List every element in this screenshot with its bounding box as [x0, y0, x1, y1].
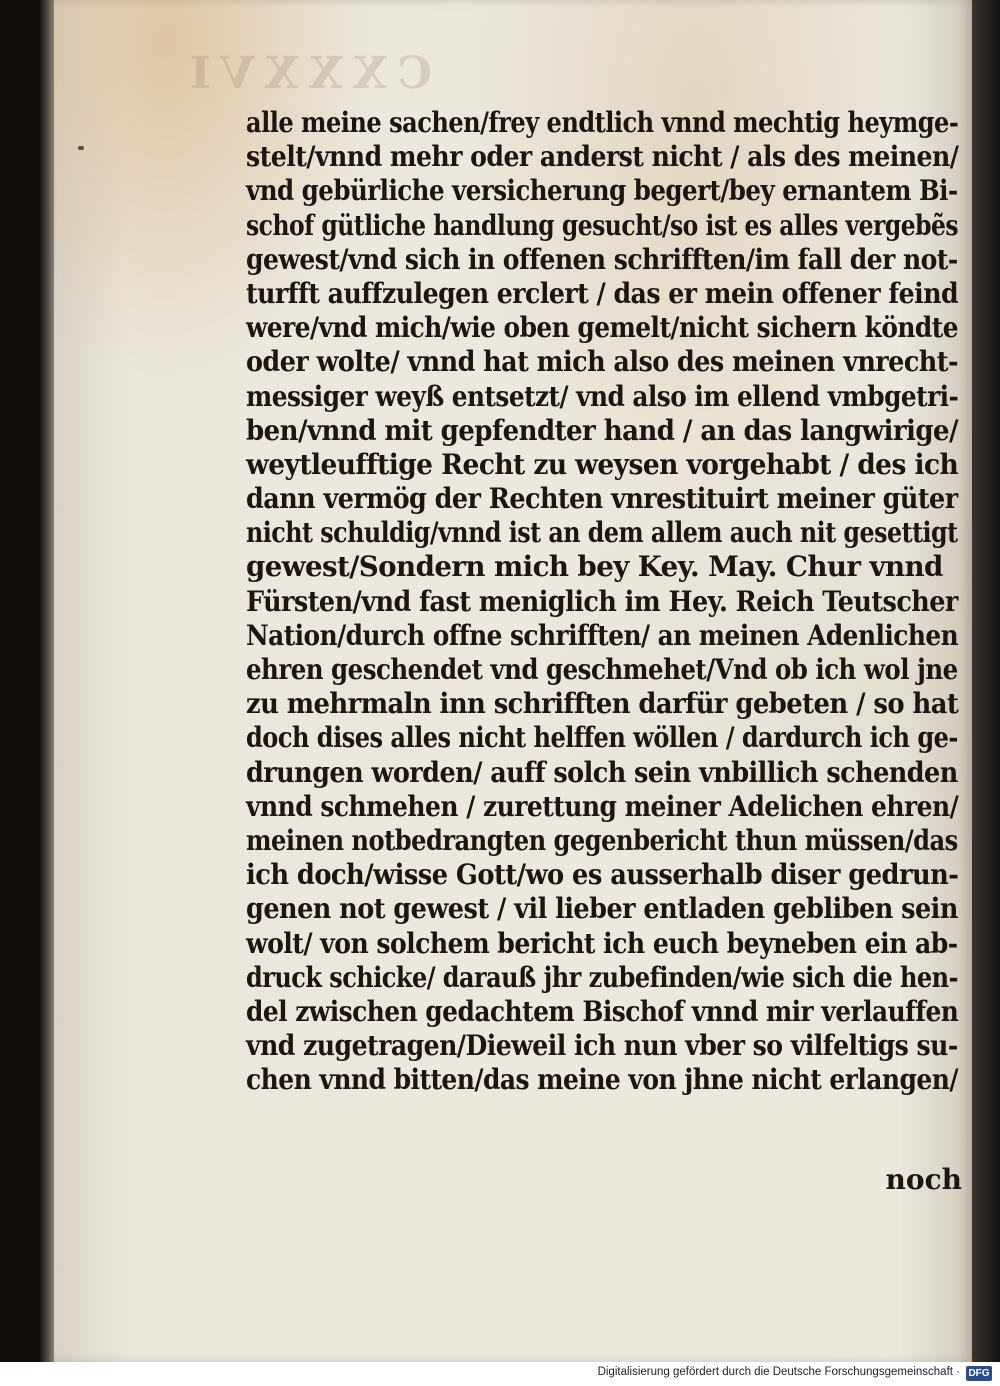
text-line: zu mehrmaln inn schrifften darfür gebeten / so hat	[246, 687, 959, 721]
text-line: were/vnd mich/wie oben gemelt/nicht sichern köndte	[246, 311, 959, 345]
text-line: genen not gewest / vil lieber entladen gebliben sein	[246, 892, 958, 926]
text-line: vnd zugetragen/Dieweil ich nun vber so vilfeltigs su-	[246, 1029, 958, 1063]
text-line: ehren geschendet vnd geschmehet/Vnd ob ich wol jne	[246, 653, 958, 686]
text-line: nicht schuldig/vnnd ist an dem allem auch nit gesettigt	[246, 516, 958, 550]
catchword: noch	[885, 1163, 962, 1196]
footer-bar	[0, 1362, 1000, 1386]
text-line: gewest/vnd sich in offenen schrifften/im fall der not-	[246, 242, 958, 276]
funding-credit: Digitalisierung gefördert durch die Deutsche Forschungsgemeinschaft ·	[597, 1366, 960, 1378]
text-line: druck schicke/ darauß jhr zubefinden/wie sich die hen-	[246, 960, 958, 994]
dfg-logo-icon: DFG	[966, 1366, 992, 1381]
book-binding-edge	[40, 0, 54, 1362]
page-shadow-edge	[972, 0, 1000, 1362]
text-line: oder wolte/ vnnd hat mich also des meinen vnrecht-	[246, 345, 958, 379]
text-line: del zwischen gedachtem Bischof vnnd mir verlauffen	[246, 994, 959, 1028]
text-line: schof gütliche handlung gesucht/so ist es alles vergebẽs	[246, 208, 959, 242]
text-line: chen vnnd bitten/das meine von jhne nicht erlangen/	[246, 1063, 958, 1097]
text-line: dann vermög der Rechten vnrestituirt meiner güter	[246, 482, 958, 516]
text-line: ich doch/wisse Gott/wo es ausserhalb diser gedrun-	[246, 858, 959, 892]
text-line: doch dises alles nicht helffen wöllen / dardurch ich ge-	[246, 721, 958, 755]
text-line: vnnd schmehen / zurettung meiner Adelichen ehren/	[246, 789, 959, 823]
text-line: gewest/Sondern mich bey Key. May. Chur vnnd	[246, 550, 943, 584]
text-line: vnd gebürliche versicherung begert/bey ernantem Bi-	[246, 174, 958, 208]
text-line: turfft auffzulegen erclert / das er mein offener feind	[246, 276, 959, 310]
text-line: meinen notbedrangten gegenbericht thun müssen/das	[246, 823, 958, 857]
ink-mark	[78, 146, 84, 150]
text-line: Fürsten/vnd fast meniglich im Hey. Reich Teutscher	[246, 584, 958, 618]
text-line: weytleufftige Recht zu weysen vorgehabt / des ich	[246, 447, 959, 481]
text-line: Nation/durch offne schrifften/ an meinen Adenlichen	[246, 618, 959, 652]
text-line: drungen worden/ auff solch sein vnbillich schenden	[246, 755, 958, 789]
running-head-bleedthrough: CXXXVI	[180, 48, 433, 99]
text-line: messiger weyß entsetzt/ vnd also im ellend vmbgetri-	[246, 379, 959, 413]
text-line: ben/vnnd mit gepfendter hand / an das langwirige/	[246, 413, 958, 447]
catchword-row	[246, 1163, 962, 1196]
text-line: stelt/vnnd mehr oder anderst nicht / als des meinen/	[246, 140, 959, 174]
text-line: wolt/ von solchem bericht ich euch beyneben ein ab-	[246, 926, 958, 960]
body-text	[246, 106, 966, 1097]
text-line: alle meine sachen/frey endtlich vnnd mechtig heymge-	[246, 106, 959, 139]
